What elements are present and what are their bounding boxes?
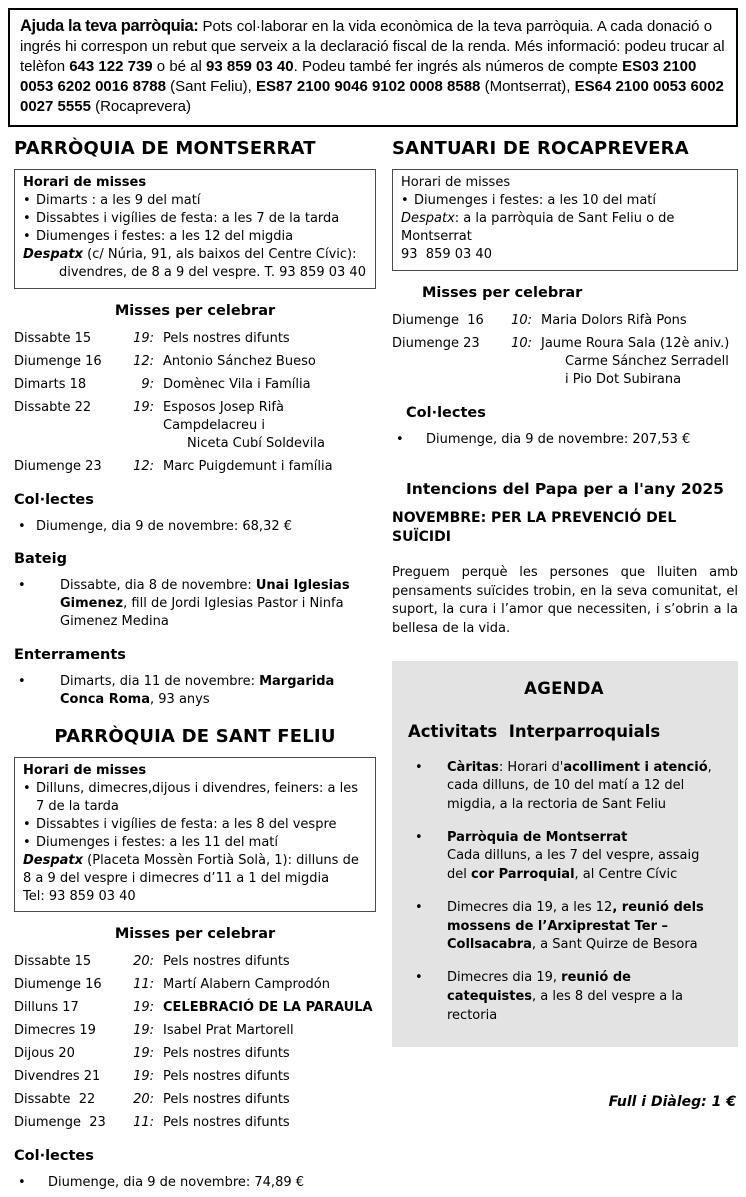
mass-intention: Domènec Vila i Família [163,376,311,392]
agenda-item-text: Dimecres dia 19, a les 12, reunió dels mossens de l’Arxiprestat Ter – Collsacabra, a Sant Quirze de Besora [447,899,704,953]
mass-intention: Pels nostres difunts [163,1115,290,1131]
mass-day: Diumenge 16 [14,977,102,993]
mass-intention: Pels nostres difunts [163,954,290,970]
horari-bullet [23,780,367,816]
montserrat-collectes-heading: Col·lectes [14,491,94,508]
horari-bullet [23,210,367,228]
mass-day: Diumenge 23 [392,335,480,351]
bullet-marker: • [18,578,26,594]
mass-hour: 19: [133,1023,154,1039]
mass-row [14,376,376,394]
mass-row [14,953,376,971]
agenda-item-text: Càritas: Horari d'acolliment i atenció, cada dilluns, de 10 del matí a 12 del migdia, a la rectoria de Sant Feliu [447,759,712,813]
horari-bullet [23,834,367,852]
bulletin-price-label: Full i Diàleg: 1 € [608,1094,736,1111]
mass-day: Dissabte 22 [14,399,92,415]
agenda-item-text: Dimecres dia 19, reunió de catequistes, a les 8 del vespre a la rectoria [447,970,683,1023]
rocaprevera-despatx-line: Despatx: a la parròquia de Sant Feliu o de Montserrat [401,211,675,245]
mass-intention: Maria Dolors Rifà Pons [541,313,687,328]
horari-bullet-text: Dissabtes i vigílies de festa: a les 8 del vespre [36,816,337,832]
mass-intention: Marc Puigdemunt i família [163,458,333,474]
bullet-marker: • [396,431,404,447]
mass-day: Diumenge 23 [14,1115,106,1131]
agenda-item [408,969,720,1025]
mass-hour: 11: [133,977,154,993]
horari-bullet [23,192,367,210]
mass-day: Dilluns 17 [14,1000,79,1016]
rocaprevera-collectes-heading: Col·lectes [406,404,486,421]
montserrat-despatx-line2: divendres, de 8 a 9 del vespre. T. 93 859 03 40 [59,265,366,280]
mass-intention-line1: Jaume Roura Sala (12è aniv.) [541,335,730,351]
mass-row [392,312,738,330]
collectes-item [392,431,738,449]
bullet-marker: • [415,899,423,915]
mass-day: Diumenge 16 [392,313,484,328]
bullet-marker: • [401,193,409,209]
mass-hour: 10: [511,335,532,351]
papa-intentions-body: Preguem perquè les persones que lluiten amb pensaments suïcides trobin, en la seva comunitat, el suport, la cura i l’amor que necessiten, i s’obrin a la bellesa de la vida. [392,564,738,637]
mass-day: Diumenge 23 [14,458,102,474]
bullet-marker: • [18,518,26,534]
bullet-marker: • [23,834,31,850]
bullet-marker: • [23,780,31,796]
mass-intention: Martí Alabern Camprodón [163,977,330,993]
mass-row [14,458,376,476]
donation-notice-box: Ajuda la teva parròquia: Pots col·laborar en la vida econòmica de la teva parròquia. A cada donació o ingrés hi correspon un rebut que serveix a la declaració fiscal de la renda. Més informació: podeu trucar al telèfon 643 122 739 o bé al 93 859 03 40. Podeu també fer ingrés als números de compte ES03 2100 0053 6202 0016 8788 (Sant Feliu), ES87 2100 9046 9102 0008 8588 (Montserrat), ES64 2100 0053 6002 0027 5555 (Rocaprevera) [8,8,738,127]
mass-intention: Pels nostres difunts [163,330,290,346]
mass-day: Divendres 21 [14,1069,101,1085]
mass-intention-line1: Esposos Josep Rifà Campdelacreu i [163,399,284,433]
bullet-marker: • [23,816,31,832]
mass-intention [163,399,376,453]
mass-intention: Pels nostres difunts [163,1046,290,1062]
horari-bullet-text: Diumenges i festes: a les 10 del matí [414,193,657,209]
sant-feliu-title: PARRÒQUIA DE SANT FELIU [54,726,336,748]
horari-bullet-text: Diumenges i festes: a les 11 del matí [36,834,279,850]
montserrat-misses-heading: Misses per celebrar [114,302,276,319]
mass-day: Dissabte 15 [14,954,92,970]
bullet-marker: • [415,829,423,845]
mass-row [14,399,376,453]
mass-row [392,335,738,389]
mass-row [14,1022,376,1040]
rocaprevera-horari-box [392,169,738,271]
montserrat-horari-heading: Horari de misses [23,175,147,191]
papa-intentions-subtitle: NOVEMBRE: PER LA PREVENCIÓ DEL SUÏCIDI [392,510,677,546]
mass-row [14,353,376,371]
mass-row [14,1045,376,1063]
montserrat-bateig-heading: Bateig [14,551,67,568]
mass-hour: 9: [141,376,154,392]
mass-row [14,976,376,994]
bullet-marker: • [415,970,423,986]
horari-bullet-text: Dimarts : a les 9 del matí [36,193,201,209]
enterraments-text: Dimarts, dia 11 de novembre: Margarida Conca Roma, 93 anys [60,674,335,708]
rocaprevera-title: SANTUARI DE ROCAPREVERA [392,138,689,160]
mass-day: Dimecres 19 [14,1023,96,1039]
mass-intention-line2: Carme Sánchez Serradell [565,353,729,369]
mass-intention: Pels nostres difunts [163,1069,290,1085]
mass-hour: 12: [133,353,154,369]
mass-hour: 12: [133,458,154,474]
bullet-marker: • [23,211,31,227]
agenda-box [392,661,738,1047]
horari-bullet [23,228,367,246]
mass-row [14,1068,376,1086]
sant-feliu-horari-box [14,757,376,913]
mass-intention-line2: Niceta Cubí Soldevila [187,435,325,451]
sant-feliu-despatx-line: Despatx (Placeta Mossèn Fortià Solà, 1): dilluns de 8 a 9 del vespre i dimecres d’11 a 1 del migdia [23,852,359,886]
agenda-title: AGENDA [524,679,604,699]
horari-bullet-text: Dilluns, dimecres,dijous i divendres, feiners: a les 7 de la tarda [36,780,358,814]
mass-hour: 20: [133,1092,154,1108]
sant-feliu-collectes-heading: Col·lectes [14,1147,94,1164]
sant-feliu-misses-heading: Misses per celebrar [114,926,276,943]
mass-row [14,330,376,348]
collectes-text: Diumenge, dia 9 de novembre: 207,53 € [426,431,691,447]
horari-bullet [401,192,729,210]
mass-hour: 10: [511,313,532,328]
sant-feliu-telephone: Tel: 93 859 03 40 [23,888,136,904]
collectes-text: Diumenge, dia 9 de novembre: 74,89 € [48,1174,305,1190]
mass-hour: 19: [133,1069,154,1085]
agenda-item [408,759,720,815]
mass-hour: 19: [133,330,154,346]
mass-intention: Antonio Sánchez Bueso [163,353,316,369]
enterraments-item [14,673,376,709]
right-column [392,137,738,1196]
montserrat-horari-box [14,169,376,289]
mass-intention: Isabel Prat Martorell [163,1023,294,1039]
two-column-layout [8,137,738,1196]
collectes-text: Diumenge, dia 9 de novembre: 68,32 € [36,518,293,534]
agenda-subtitle: Activitats Interparroquials [408,721,661,741]
bateig-item [14,577,376,631]
left-column [14,137,376,1196]
mass-intention [541,335,738,389]
papa-intentions-title: Intencions del Papa per a l'any 2025 [406,479,724,498]
mass-day: Dimarts 18 [14,376,87,392]
mass-hour: 19: [133,399,154,415]
rocaprevera-misses-heading: Misses per celebrar [422,285,583,301]
sant-feliu-horari-heading: Horari de misses [23,762,147,778]
bateig-text: Dissabte, dia 8 de novembre: Unai Iglesias Gimenez, fill de Jordi Iglesias Pastor i Ninfa Gimenez Medina [60,578,350,630]
mass-hour: 20: [133,954,154,970]
mass-hour: 19: [133,1000,154,1016]
mass-intention: CELEBRACIÓ DE LA PARAULA [163,1000,373,1016]
mass-day: Dissabte 15 [14,330,92,346]
mass-row [14,1091,376,1109]
montserrat-title: PARRÒQUIA DE MONTSERRAT [14,138,316,160]
bullet-marker: • [18,1174,26,1190]
mass-row [14,999,376,1017]
mass-day: Dijous 20 [14,1046,75,1062]
bullet-marker: • [23,229,31,245]
rocaprevera-horari-heading: Horari de misses [401,175,511,191]
mass-intention: Pels nostres difunts [163,1092,290,1108]
rocaprevera-phone: 93 859 03 40 [401,247,492,263]
agenda-item-text: Parròquia de Montserrat Cada dilluns, a les 7 del vespre, assaig del cor Parroquial, al Centre Cívic [447,829,700,883]
horari-bullet-text: Dissabtes i vigílies de festa: a les 7 de la tarda [36,211,340,227]
horari-bullet [23,816,367,834]
mass-hour: 11: [133,1115,154,1131]
mass-row [14,1114,376,1132]
bullet-marker: • [415,759,423,775]
montserrat-enterraments-heading: Enterraments [14,647,126,664]
agenda-item [408,899,720,955]
bullet-marker: • [18,674,26,690]
mass-intention-line3: i Pio Dot Subirana [565,371,682,387]
collectes-item [14,518,376,536]
horari-bullet-text: Diumenges i festes: a les 12 del migdia [36,229,294,245]
mass-hour: 19: [133,1046,154,1062]
collectes-item [14,1174,376,1192]
agenda-item [408,829,720,885]
mass-day: Dissabte 22 [14,1092,96,1108]
mass-day: Diumenge 16 [14,353,102,369]
bullet-marker: • [23,193,31,209]
montserrat-despatx-line: Despatx (c/ Núria, 91, als baixos del Centre Cívic): [23,247,357,263]
